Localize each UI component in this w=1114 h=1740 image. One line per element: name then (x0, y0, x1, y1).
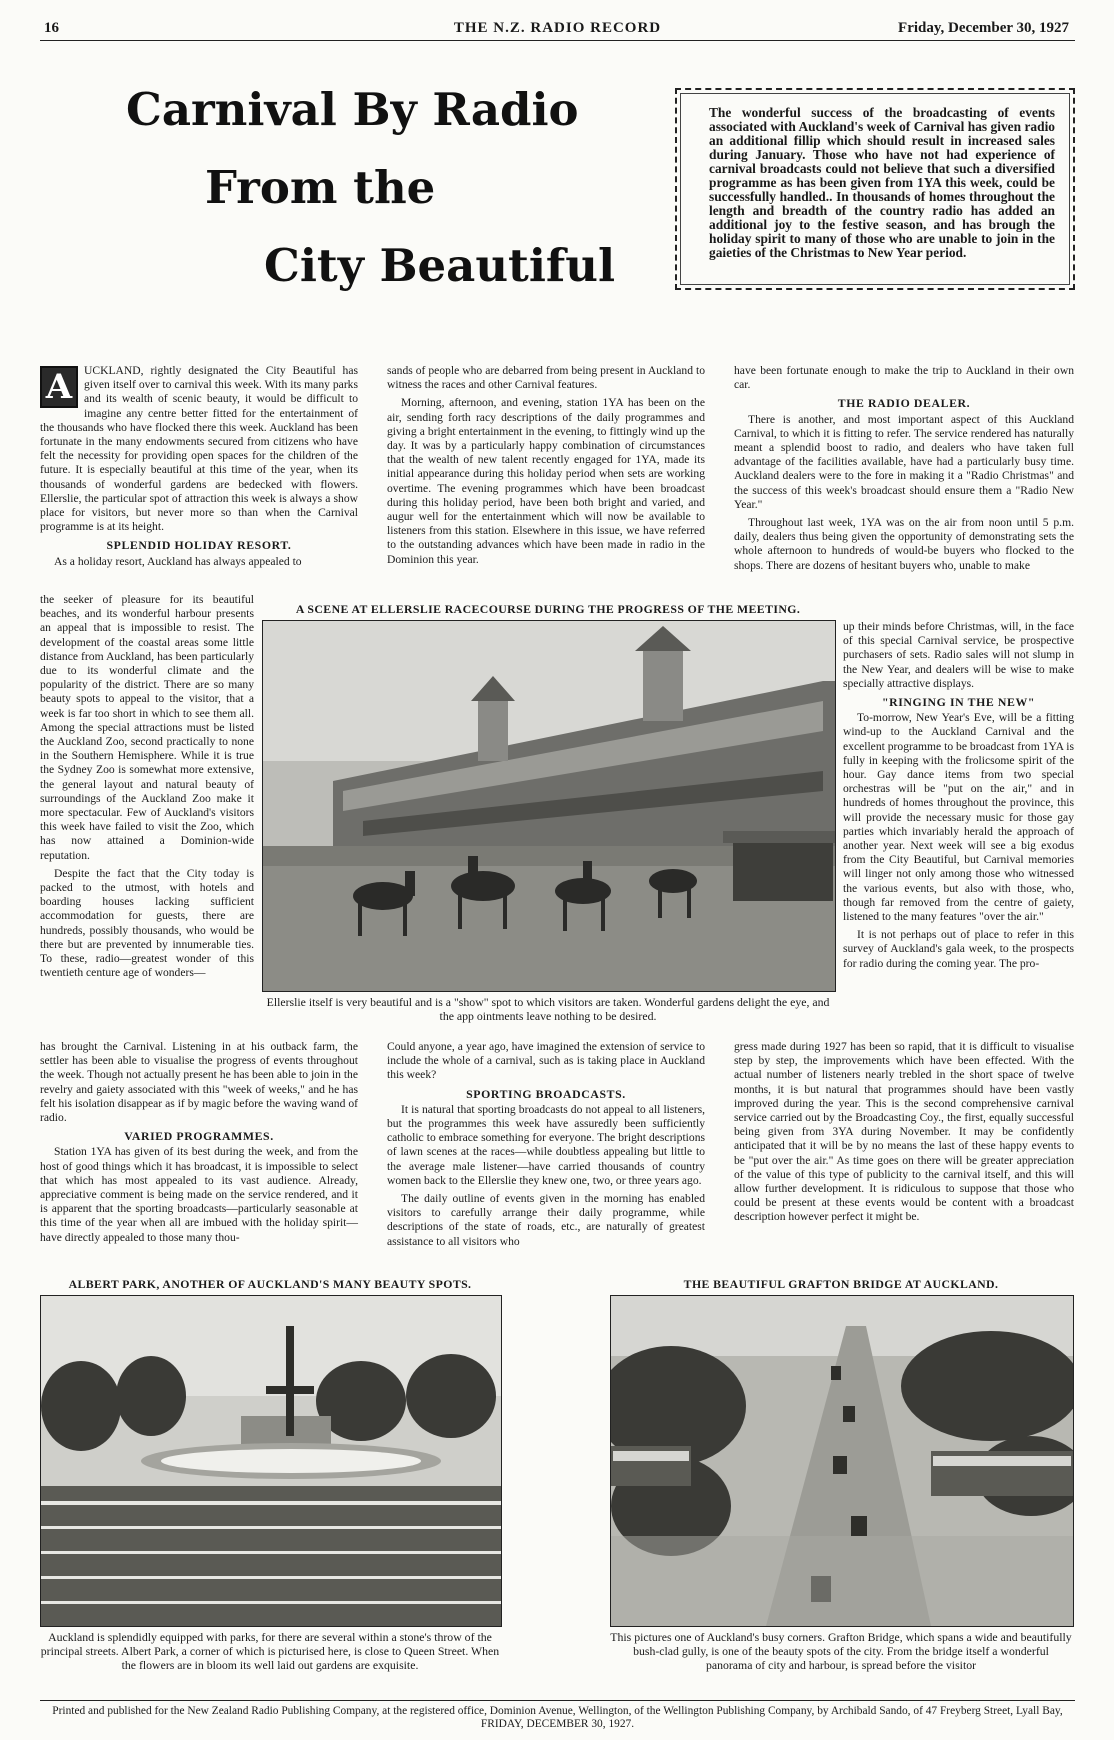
para-2b: the seeker of pleasure for its beautiful beaches, and its wonderful harbour presents an appeal that is impossible to resist. The development of the coastal areas some little distance from Auckland, has been particularly due to its wonderful climate and the popularity of the district. There are so many beauty spots to appeal to the visitor, that a week is far too short in which to see them all. Among the special attractions must be listed the Auckland Zoo, second practically to none in the Southern Hemisphere. While it is true the Sydney Zoo is somewhat more extensive, the general layout and natural beauty of surroundings of the Auckland Zoo make it more spectacular. Few of Auckland's visitors this week have failed to visit the Zoo, which has now attained a Dominion-wide reputation. (40, 593, 254, 862)
column-2-upper (387, 364, 705, 571)
c3-para-3b: up their minds before Christmas, will, in the face of this special Carnival service, be prospective purchasers of sets. Radio sales will not slump in the New Year, and dealers will be wise to make specially attractive displays. (843, 620, 1074, 690)
race-photo-heading: A SCENE AT ELLERSLIE RACECOURSE DURING THE PROGRESS OF THE MEETING. (295, 602, 801, 616)
grafton-bridge-photo (610, 1295, 1074, 1627)
para-3b: has brought the Carnival. Listening in at his outback farm, the settler has been able to visualise the progress of events throughout the week. Though not actually present he has been able to join in the revelry and gaiety associated with this "week of weeks," and he has felt his isolation disappear as if by magic before the waving wand of radio. (40, 1040, 358, 1125)
c3-para-4: To-morrow, New Year's Eve, will be a fitting wind-up to the Auckland Carnival and the excellent programme to be broadcast from 1YA is fully in keeping with the frolicsome spirit of the hour. Gay dance items from two special orchestras will be "put on the air," and in hundreds of homes throughout the province, this will provide the necessary music for those gay parties which invariably herald the approach of another year. Next week will see a big exodus from the City Beautiful, but Carnival memories will linger not only among those who witnessed the various events, but also with those, who, though far removed from the centre of gaiety, listened to the many features "over the air." (843, 711, 1074, 924)
subhead-sporting-broadcasts: SPORTING BROADCASTS. (466, 1086, 626, 1101)
c3-para-5b: gress made during 1927 has been so rapid, that it is difficult to visualise step by step, the improvements which have been effected. With the actual number of listeners nearly trebled in the short space of twelve months, it is but natural that programmes should have been vastly improved during the year. This is the second comprehensive carnival service carried out by the Broadcasting Coy., the first, equally successful being given from 3YA during November. It may be confidently anticipated that it will be by no means the last of these happy events to be "put over the air." As time goes on there will be greater appreciation of the value of this type of publicity to the carnival itself, and this will allow further development. It is ridiculous to suppose that those who could be present at these events would be content with a broadcast description however perfect it might be. (734, 1040, 1074, 1224)
bridge-photo-heading: THE BEAUTIFUL GRAFTON BRIDGE AT AUCKLAND. (683, 1277, 999, 1291)
imprint-footer: Printed and published for the New Zealand Radio Publishing Company, at the registered office, Dominion Avenue, Wellington, of the Wellington Publishing Company, by Archibald Sando, of 47 Freyberg Street, Lyall Bay, FRIDAY, DECEMBER 30, 1927. (40, 1700, 1075, 1731)
albert-park-photo (40, 1295, 502, 1627)
intro-box (675, 88, 1075, 290)
para-1: A UCKLAND, rightly designated the City Beautiful has given itself over to carnival this week. With its many parks and its wealth of scenic beauty, it would be difficult to imagine any centre better fitted for the entertainment of the thousands who have flocked there this week. Auckland has been fortunate in the many endowments secured from citizens who have felt the necessity for providing open spaces for the children of the future. It is especially beautiful at this time of the year, when its thousands of wonderful gardens are bedecked with flowers. Ellerslie, the particular spot of attraction this week is always a show place for visitors, but never more so than when the Carnival programme is at its height. (40, 364, 358, 534)
park-photo-heading: ALBERT PARK, ANOTHER OF AUCKLAND'S MANY BEAUTY SPOTS. (68, 1277, 472, 1291)
headline-line-1: Carnival By Radio (126, 83, 579, 136)
c3-para-5a: It is not perhaps out of place to refer in this survey of Auckland's gala week, to the prospects for radio during the coming year. The pro- (843, 928, 1074, 970)
column-3-lower (734, 1040, 1074, 1229)
column-1-lower (40, 1040, 358, 1249)
para-3a: Despite the fact that the City today is packed to the utmost, with hotels and boarding houses lacking sufficient accommodation for guests, there are hundreds, possibly thousands, who would be there but are prevented by innumerable ties. To these, radio—greatest wonder of this twentieth centure age of wonders— (40, 866, 254, 980)
masthead: THE N.Z. RADIO RECORD (453, 20, 662, 36)
issue-date: Friday, December 30, 1927 (898, 20, 1069, 36)
column-2-lower (387, 1040, 705, 1253)
c2-para-2: Morning, afternoon, and evening, station 1YA has been on the air, sending forth racy descriptions of the daily programmes and giving a bright entertainment in the evening, to fittingly wind up the day. It was by a particularly happy combination of circumstances that the wealth of new talent recently engaged for 1YA, made its initial appearance during this holiday period when sets are working overtime. The evening programmes which have been broadcast during this holiday period, have been both bright and varied, and augur well for the entertainment which will now be available to listeners from this station. Elsewhere in this issue, we have referred to the outstanding advances which have been made in radio in the Dominion this year. (387, 396, 705, 566)
park-photo-caption: Auckland is splendidly equipped with parks, for there are several within a stone's throw of the principal streets. Albert Park, a corner of which is picturised here, is close to Queen Street. When the flowers are in bloom its well laid out gardens are exquisite. (40, 1630, 500, 1672)
c3-para-3a: Throughout last week, 1YA was on the air from noon until 5 p.m. daily, dealers thus being given the opportunity of demonstrating sets the whole afternoon to hundreds of would-be buyers who flocked to the shops. There are dozens of hesitant buyers who, unable to make (734, 516, 1074, 572)
c2-para-3: Could anyone, a year ago, have imagined the extension of service to include the whole of a carnival, such as is taking place in Auckland this week? (387, 1040, 705, 1082)
headline-line-3: City Beautiful (264, 239, 616, 292)
grafton-bridge-illustration (611, 1296, 1073, 1626)
c2-para-1: sands of people who are debarred from being present in Auckland to witness the races and other Carnival features. (387, 364, 705, 392)
race-photo-caption: Ellerslie itself is very beautiful and is a "show" spot to which visitors are taken. Wonderful gardens delight the eye, and the app ointments leave nothing to be desired. (266, 995, 830, 1023)
racecourse-photo (262, 620, 836, 992)
subhead-ringing-new: "RINGING IN THE NEW" (881, 695, 1036, 710)
column-1-narrow (40, 593, 254, 984)
page-number: 16 (44, 20, 59, 36)
column-3-narrow (843, 620, 1074, 975)
intro-text: The wonderful success of the broadcasting of events associated with Auckland's week of Carnival has given radio an additional fillip which should result in increased sales during January. Those who have not had experience of carnival broadcasts could not believe that such a diversified programme as has been given from 1YA this week, could be successfully handled.. In thousands of homes throughout the length and breadth of the country radio has added an additional joy to the festive season, and has brough the holiday spirit to many of those who are unable to join in the gaieties of the Christmas to New Year period. (680, 93, 1070, 285)
subhead-radio-dealer: THE RADIO DEALER. (837, 396, 971, 411)
column-1-upper (40, 364, 358, 569)
subhead-splendid-holiday: SPLENDID HOLIDAY RESORT. (106, 538, 292, 553)
column-3-upper (734, 364, 1074, 577)
para-4: Station 1YA has given of its best during the week, and from the host of good things which it has broadcast, it is impossible to select that which has most appealed to its vast audience. Already, appreciative comment is being made on the service rendered, and it is apparent that the sporting broadcasts—particularly seasonable at this time of the year when all are imbued with the holiday spirit—have directly appealed to those many thou- (40, 1145, 358, 1244)
albert-park-illustration (41, 1296, 501, 1626)
subhead-varied-programmes: VARIED PROGRAMMES. (124, 1129, 274, 1144)
c2-para-5: The daily outline of events given in the morning has enabled visitors to carefully arrange their daily programme, while descriptions of the state of roads, etc., are naturally of greatest assistance to all visitors who (387, 1192, 705, 1248)
c3-para-2: There is another, and most important aspect of this Auckland Carnival, to which it is fitting to refer. The service rendered has naturally meant a splendid boost to radio, and dealers who have taken full advantage of the facilities available, have had a particularly busy time. Auckland dealers were to the fore in making it a "Radio Christmas" and the success of this week's broadcast should ensure them a "Radio New Year." (734, 412, 1074, 511)
racecourse-illustration (263, 621, 835, 991)
para-2a: As a holiday resort, Auckland has always appealed to (54, 554, 302, 568)
headline-line-2: From the (205, 161, 436, 214)
c3-para-1: have been fortunate enough to make the trip to Auckland in their own car. (734, 364, 1074, 392)
c2-para-4: It is natural that sporting broadcasts do not appeal to all listeners, but the programmes this week have assuredly been sufficiently catholic to embrace something for everyone. The bright descriptions of lawn scenes at the races—while doubtless appealing but little to the average male listener—have carried thousands of country women back to the Ellerslie they knew one, two, or three years ago. (387, 1102, 705, 1187)
dropcap: A (40, 366, 78, 408)
page-header (40, 18, 1075, 41)
bridge-photo-caption: This pictures one of Auckland's busy corners. Grafton Bridge, which spans a wide and beautifully bush-clad gully, is one of the beauty spots of the city. From the bridge itself a wonderful panorama of city and harbour, is spread before the visitor (610, 1630, 1072, 1672)
